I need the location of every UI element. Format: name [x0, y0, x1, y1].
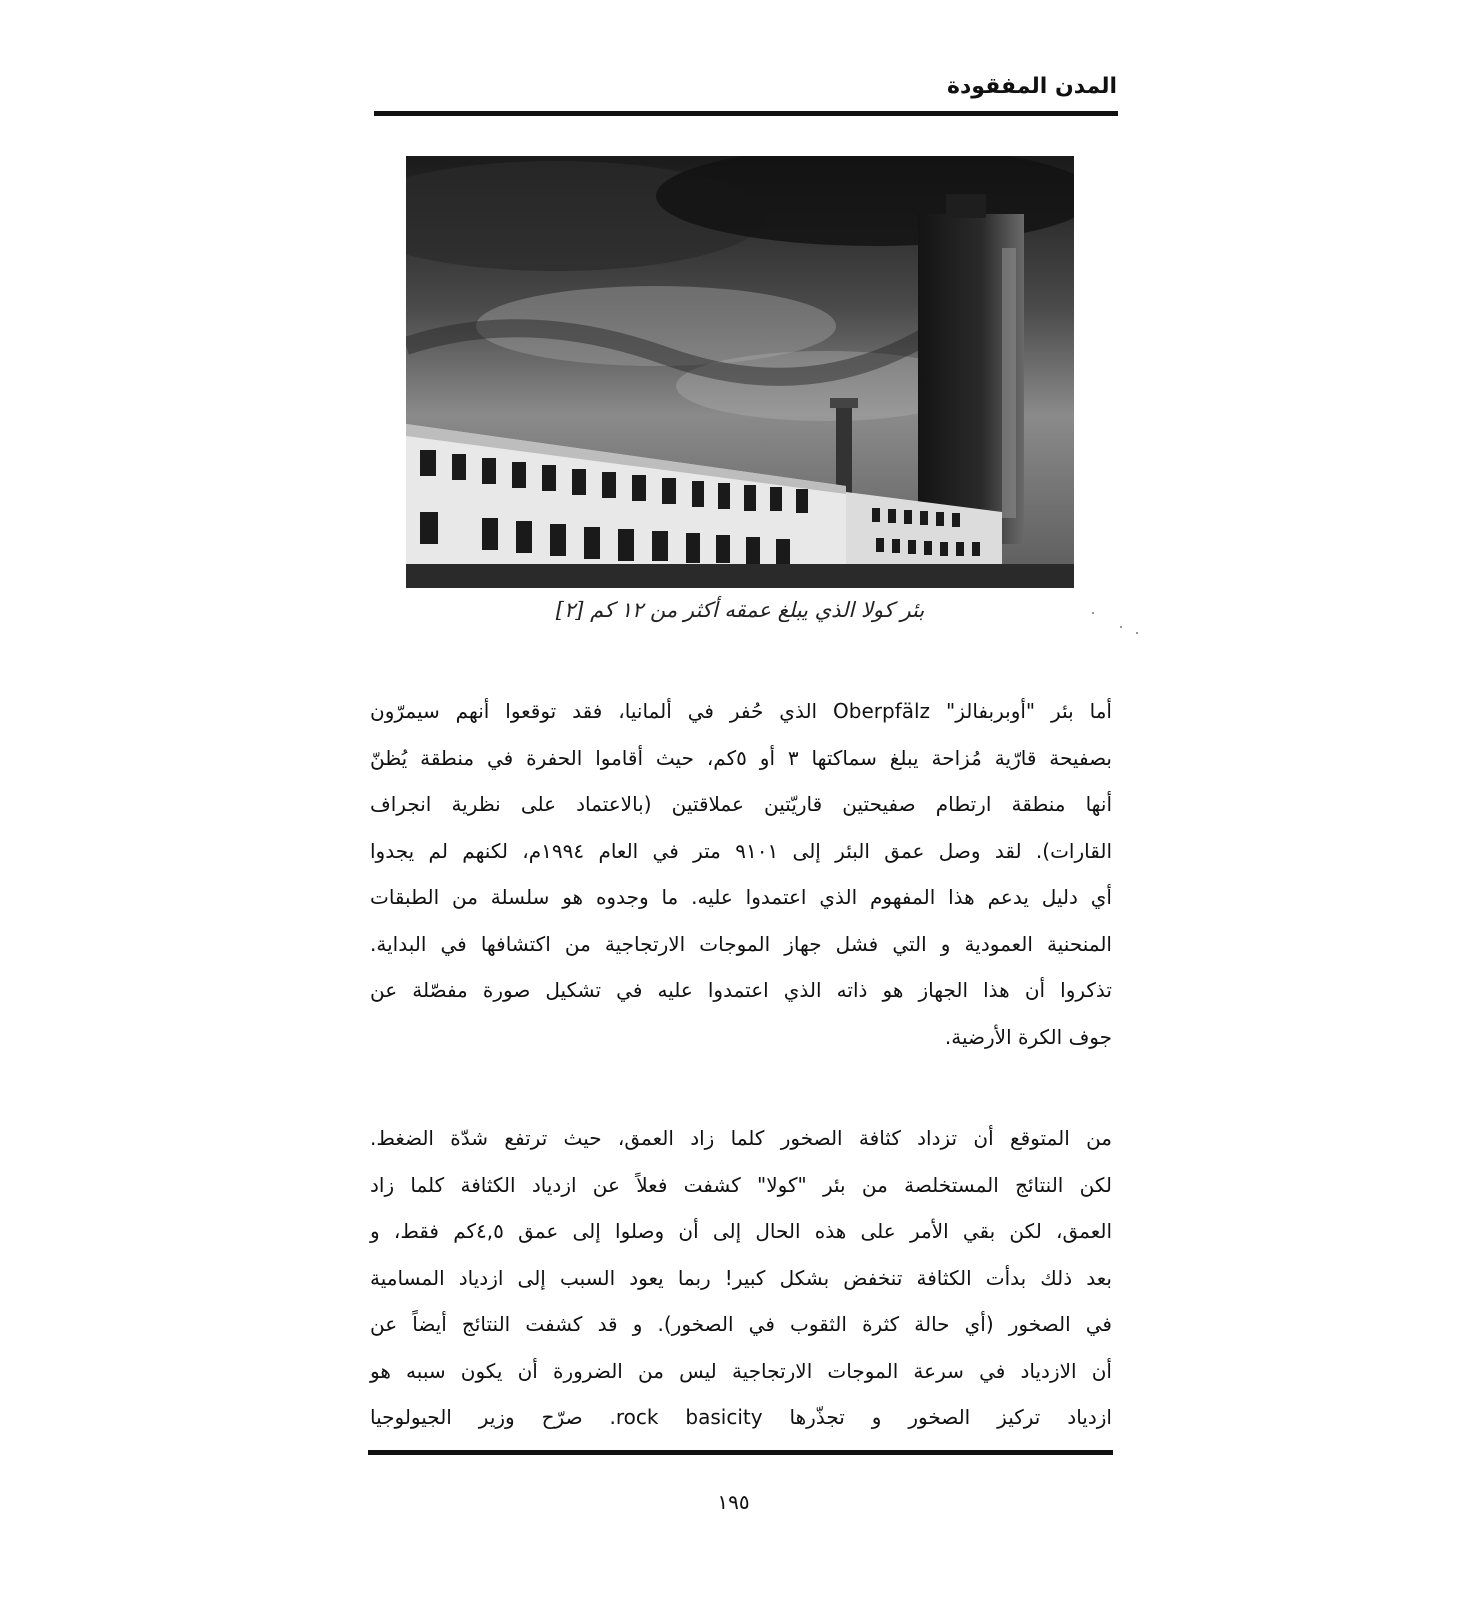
text-line: بصفيحة قارّية مُزاحة يبلغ سماكتها ٣ أو ٥كم، حيث أقاموا الحفرة في منطقة يُظنّ [370, 745, 1112, 770]
footer-rule [368, 1450, 1113, 1455]
scan-speck [1136, 632, 1138, 634]
text-line: العمق، لكن بقي الأمر على هذه الحال إلى أن وصلوا إلى عمق ٤,٥كم فقط، و [370, 1219, 1113, 1243]
header-rule [374, 111, 1118, 116]
scan-speck [1092, 612, 1094, 614]
figure-caption: بئر كولا الذي يبلغ عمقه أكثر من ١٢ كم [٢] [555, 598, 925, 622]
text-line: أما بئر "أوبربفالز" Oberpfälz الذي حُفر في ألمانيا، فقد توقعوا أنهم سيمرّون [370, 699, 1112, 723]
text-line: من المتوقع أن تزداد كثافة الصخور كلما زاد العمق، حيث ترتفع شدّة الضغط. [370, 1126, 1112, 1150]
running-header-title: المدن المفقودة [947, 74, 1117, 99]
text-line: بعد ذلك بدأت الكثافة تنخفض بشكل كبير! ربما يعود السبب إلى ازدياد المسامية [370, 1265, 1112, 1290]
text-line: في الصخور (أي حالة كثرة الثقوب في الصخور). و قد كشفت النتائج أيضاً عن [370, 1312, 1112, 1336]
text-line: أي دليل يدعم هذا المفهوم الذي اعتمدوا عليه. ما وجدوه هو سلسلة من الطبقات [370, 885, 1112, 909]
text-line: القارات). لقد وصل عمق البئر إلى ٩١٠١ متر في العام ١٩٩٤م، لكنهم لم يجدوا [370, 838, 1113, 863]
text-line: جوف الكرة الأرضية. [944, 1024, 1112, 1049]
text-line: أن الازدياد في سرعة الموجات الارتجاجية ليس من الضرورة أن يكون سببه هو [370, 1358, 1112, 1383]
text-line: أنها منطقة ارتطام صفيحتين قاريّتين عملاقتين (بالاعتماد على نظرية انجراف [370, 792, 1112, 816]
paragraph-oberpfalz [370, 688, 1112, 1060]
text-line: ازدياد تركيز الصخور و تجذّرها rock basicity. صرّح وزير الجيولوجيا [370, 1405, 1112, 1429]
page-number: ١٩٥ [717, 1490, 750, 1514]
kola-well-photo [406, 156, 1074, 588]
ground [406, 564, 1074, 588]
text-line: تذكروا أن هذا الجهاز هو ذاته الذي اعتمدوا عليه في تشكيل صورة مفصّلة عن [370, 978, 1112, 1002]
text-line: لكن النتائج المستخلصة من بئر "كولا" كشفت فعلاً عن ازدياد الكثافة كلما زاد [370, 1172, 1112, 1197]
text-line: المنحنية العمودية و التي فشل جهاز الموجات الارتجاجية من اكتشافها في البداية. [370, 931, 1112, 956]
paragraph-density [370, 1115, 1112, 1441]
scan-speck [1120, 626, 1122, 628]
